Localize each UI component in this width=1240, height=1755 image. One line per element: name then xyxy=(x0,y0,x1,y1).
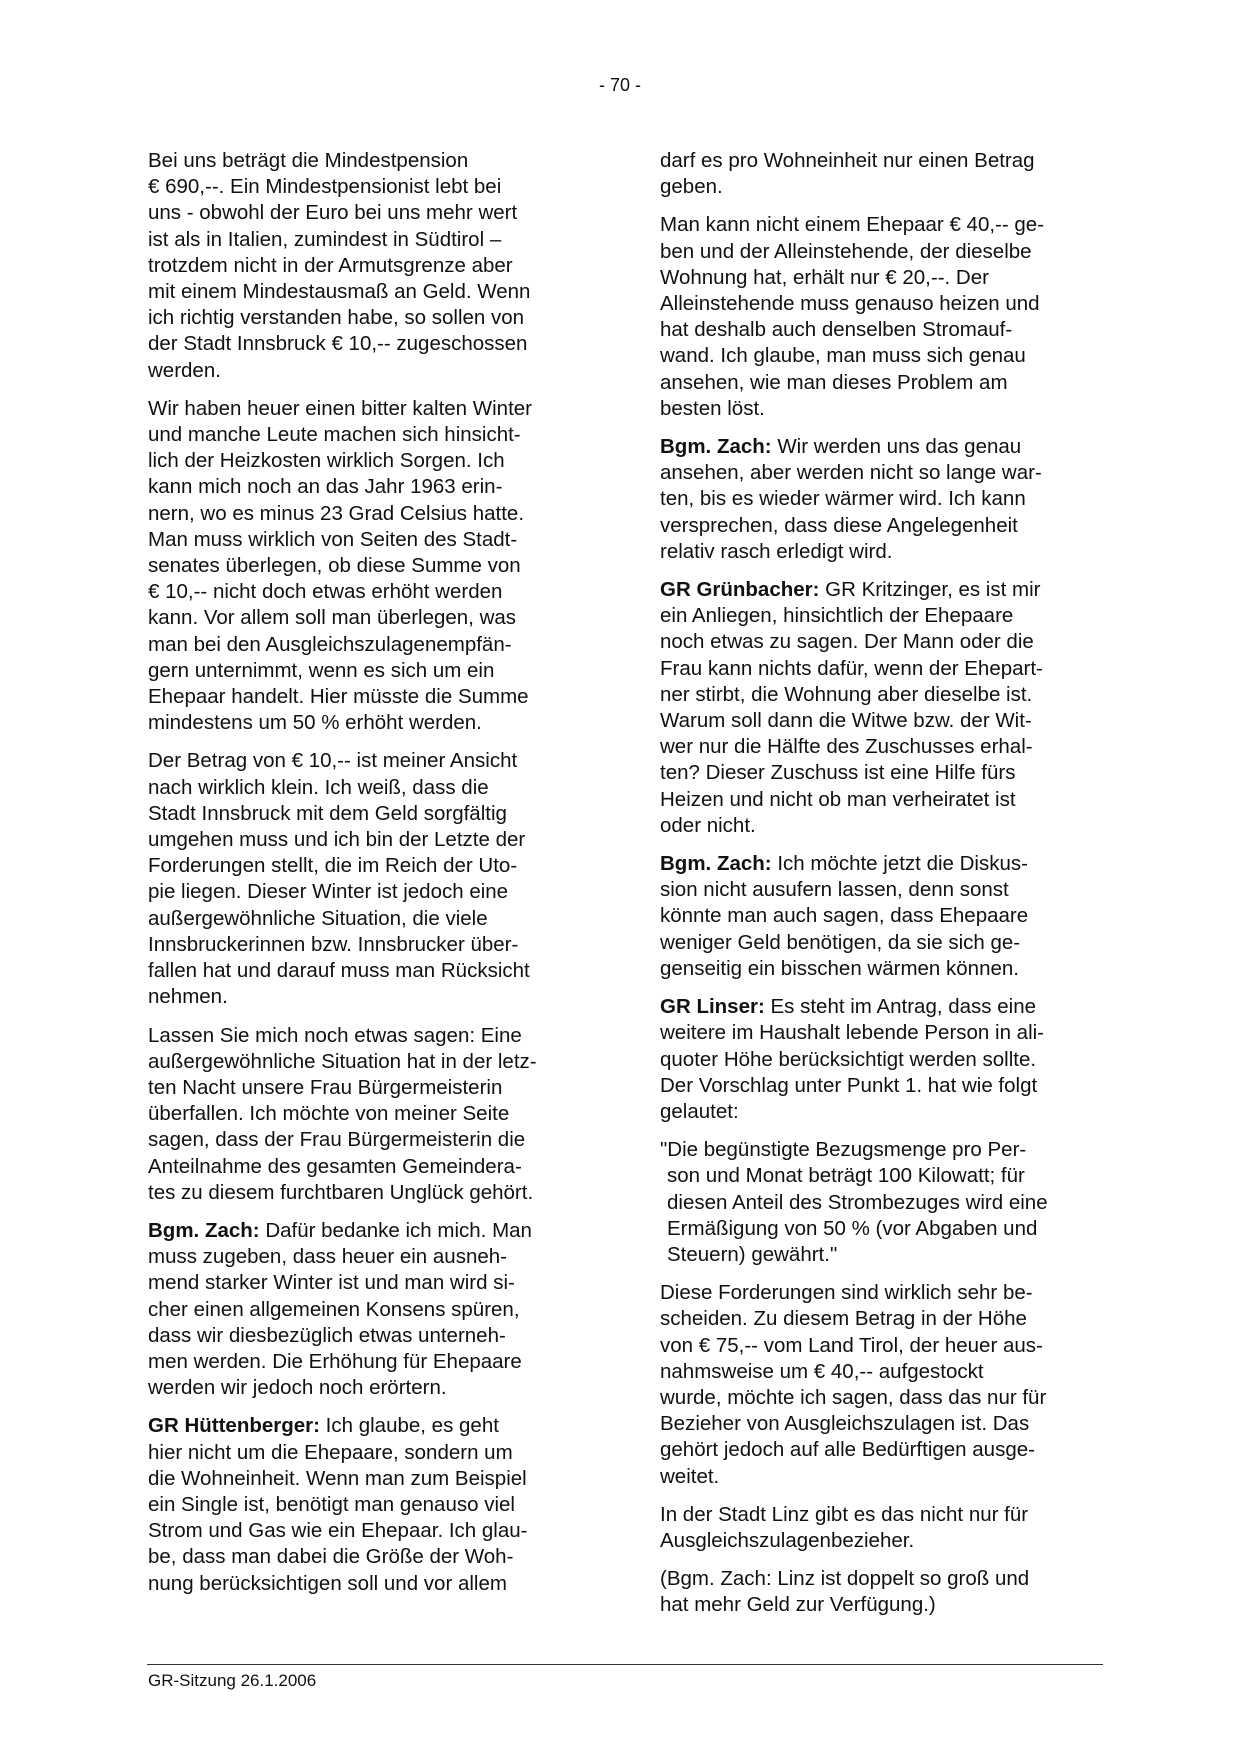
speaker-name: GR Hüttenberger: xyxy=(148,1414,320,1438)
paragraph: In der Stadt Linz gibt es das nicht nur für Ausgleichszulagenbezieher. xyxy=(660,1502,1029,1552)
paragraph: GR Linser: Es steht im Antrag, dass eine weitere im Haushalt lebende Person in ali- quoter Höhe berücksichtigt werden sollte. Der Vorschlag unter Punkt 1. hat wie folgt gelautet: xyxy=(660,995,1045,1123)
speaker-name: Bgm. Zach: xyxy=(660,852,772,876)
paragraph: Lassen Sie mich noch etwas sagen: Eine außergewöhnliche Situation hat in der letz- ten Nacht unsere Frau Bürgermeisterin überfallen. Ich möchte von meiner Seite sagen, dass der Frau Bürgermeisterin die Anteilnahme des gesamten Gemeindera- tes zu diesem furchtbaren Unglück gehört. xyxy=(148,1023,537,1204)
paragraph: Diese Forderungen sind wirklich sehr be- scheiden. Zu diesem Betrag in der Höhe von € 75,-- vom Land Tirol, der heuer aus- nahmsweise um € 40,-- aufgestockt wurde, möchte ich sagen, dass das nur für Bezieher von Ausgleichszulagen ist. Das gehört jedoch auf alle Bedürftigen ausge- weitet. xyxy=(660,1281,1047,1488)
speaker-name: Bgm. Zach: xyxy=(148,1218,260,1242)
right-column xyxy=(660,148,1100,1631)
paragraph: GR Grünbacher: GR Kritzinger, es ist mir ein Anliegen, hinsichtlich der Ehepaare noch etwas zu sagen. Der Mann oder die Frau kann nichts dafür, wenn der Ehepart- ner stirbt, die Wohnung aber dieselbe ist. Warum soll dann die Witwe bzw. der Wit- wer nur die Hälfte des Zuschusses erhal- ten? Dieser Zuschuss ist eine Hilfe fürs Heizen und nicht ob man verheiratet ist oder nicht. xyxy=(660,578,1043,837)
paragraph: Bgm. Zach: Ich möchte jetzt die Diskus- sion nicht ausufern lassen, denn sonst könnte man auch sagen, dass Ehepaare weniger Geld benötigen, da sie sich ge- genseitig ein bisschen wärmen können. xyxy=(660,852,1029,980)
paragraph: Bgm. Zach: Dafür bedanke ich mich. Man muss zugeben, dass heuer ein ausneh- mend starker Winter ist und man wird si- cher einen allgemeinen Konsens spüren, dass wir diesbezüglich etwas unterneh- men werden. Die Erhöhung für Ehepaare werden wir jedoch noch erörtern. xyxy=(148,1218,532,1400)
footer-session-date: GR-Sitzung 26.1.2006 xyxy=(148,1671,317,1690)
paragraph: (Bgm. Zach: Linz ist doppelt so groß und hat mehr Geld zur Verfügung.) xyxy=(660,1567,1030,1617)
page-number: - 70 - xyxy=(598,75,641,95)
paragraph: Wir haben heuer einen bitter kalten Winter und manche Leute machen sich hinsicht- lich der Heizkosten wirklich Sorgen. Ich kann mich noch an das Jahr 1963 erin- nern, wo es minus 23 Grad Celsius hatte. Man muss wirklich von Seiten des Stadt- senates überlegen, ob diese Summe von € 10,-- nicht doch etwas erhöht werden kann. Vor allem soll man überlegen, was man bei den Ausgleichszulagenempfän- gern unternimmt, wenn es sich um ein Ehepaar handelt. Hier müsste die Summe mindestens um 50 % erhöht werden. xyxy=(148,396,533,735)
quoted-proposal: "Die begünstigte Bezugsmenge pro Per- son und Monat beträgt 100 Kilowatt; für diesen Anteil des Strombezuges wird eine Ermäßigung von 50 % (vor Abgaben und Steuern) gewährt." xyxy=(660,1138,1048,1266)
paragraph: Bgm. Zach: Wir werden uns das genau ansehen, aber werden nicht so lange war- ten, bis es wieder wärmer wird. Ich kann versprechen, dass diese Angelegenheit relativ rasch erledigt wird. xyxy=(660,435,1042,563)
speaker-name: Bgm. Zach: xyxy=(660,435,772,459)
paragraph: darf es pro Wohneinheit nur einen Betrag geben. xyxy=(660,149,1035,199)
paragraph: Man kann nicht einem Ehepaar € 40,-- ge- ben und der Alleinstehende, der dieselbe Wohnung hat, erhält nur € 20,--. Der Alleinstehende muss genauso heizen und hat deshalb auch denselben Stromauf- wand. Ich glaube, man muss sich genau ansehen, wie man dieses Problem am besten löst. xyxy=(660,213,1045,420)
speaker-name: GR Linser: xyxy=(660,995,765,1019)
paragraph: Bei uns beträgt die Mindestpension € 690,--. Ein Mindestpensionist lebt bei uns - obwohl der Euro bei uns mehr wert ist als in Italien, zumindest in Südtirol – trotzdem nicht in der Armutsgrenze aber mit einem Mindestausmaß an Geld. Wenn ich richtig verstanden habe, so sollen von der Stadt Innsbruck € 10,-- zugeschossen werden. xyxy=(148,149,531,382)
footer-divider xyxy=(147,1664,1103,1665)
paragraph: Der Betrag von € 10,-- ist meiner Ansicht nach wirklich klein. Ich weiß, dass die Stadt Innsbruck mit dem Geld sorgfältig umgehen muss und ich bin der Letzte der Forderungen stellt, die im Reich der Uto- pie liegen. Dieser Winter ist jedoch eine außergewöhnliche Situation, die viele Innsbruckerinnen bzw. Innsbrucker über- fallen hat und darauf muss man Rücksicht nehmen. xyxy=(148,749,530,1009)
speaker-name: GR Grünbacher: xyxy=(660,578,820,602)
left-column xyxy=(148,148,588,1609)
paragraph: GR Hüttenberger: Ich glaube, es geht hier nicht um die Ehepaare, sondern um die Wohneinheit. Wenn man zum Beispiel ein Single ist, benötigt man genauso viel Strom und Gas wie ein Ehepaar. Ich glau- be, dass man dabei die Größe der Woh- nung berücksichtigen soll und vor allem xyxy=(148,1414,528,1595)
